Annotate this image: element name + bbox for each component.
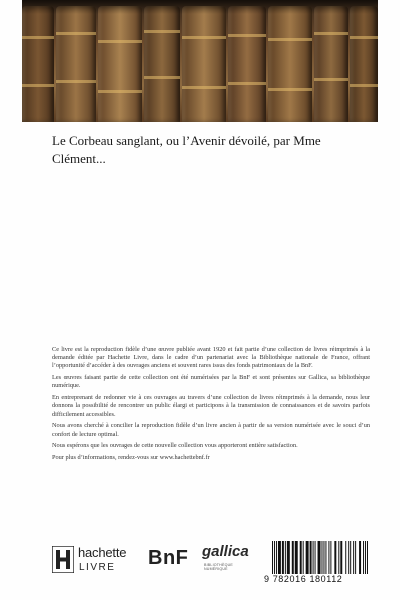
- website-line: Pour plus d’informations, rendez-vous sur www.hachettebnf.fr: [52, 454, 210, 462]
- hachette-livre-logo: [52, 543, 136, 579]
- paragraph: Nous avons cherché à concilier la reproduction fidèle d’un livre ancien à partir de sa version numérisée avec le souci d’un confort de lecture optimal.: [52, 422, 370, 438]
- hachette-mark-icon: [52, 546, 74, 573]
- publisher-logos: [52, 541, 370, 585]
- livre-wordmark: LIVRE: [79, 562, 116, 573]
- paragraph: Ce livre est la reproduction fidèle d’une œuvre publiée avant 1920 et fait partie d’une collection de livres réimprimés à la demande éditée par Hachette Livre, dans le cadre d’un partenariat avec la Bibliothèque nationale de France, offrant l’opportunité d’accéder à des ouvrages anciens et souvent rares issus des fonds patrimoniaux de la BnF.: [52, 346, 370, 370]
- gallica-subtitle: BIBLIOTHÈQUE NUMÉRIQUE: [204, 563, 233, 571]
- barcode-bars: [272, 541, 368, 574]
- book-spines-photo: [22, 0, 378, 122]
- collection-description: [52, 346, 370, 466]
- barcode-digits: 9 782016 180112: [264, 574, 343, 584]
- paragraph: En entreprenant de redonner vie à ces ouvrages au travers d’une collection de livres réimprimés à la demande, nous leur donnons la possibilité de rencontrer un public élargi et participons à la transmission de connaissances et de savoirs parfois difficilement accessibles.: [52, 394, 370, 418]
- bnf-wordmark: BnF: [148, 547, 189, 569]
- gallica-wordmark: gallica: [202, 543, 249, 560]
- gallica-logo: [202, 543, 252, 577]
- paragraph: Nous espérons que les ouvrages de cette nouvelle collection vous apporteront entière satisfaction.: [52, 442, 298, 450]
- hachette-wordmark: hachette: [78, 545, 127, 560]
- isbn-barcode: [264, 541, 370, 585]
- book-title: Le Corbeau sanglant, ou l’Avenir dévoilé, par Mme Clément...: [52, 133, 321, 166]
- paragraph: Les œuvres faisant partie de cette collection ont été numérisées par la BnF et sont présentes sur Gallica, sa bibliothèque numérique.: [52, 374, 370, 390]
- bnf-logo: [148, 547, 188, 570]
